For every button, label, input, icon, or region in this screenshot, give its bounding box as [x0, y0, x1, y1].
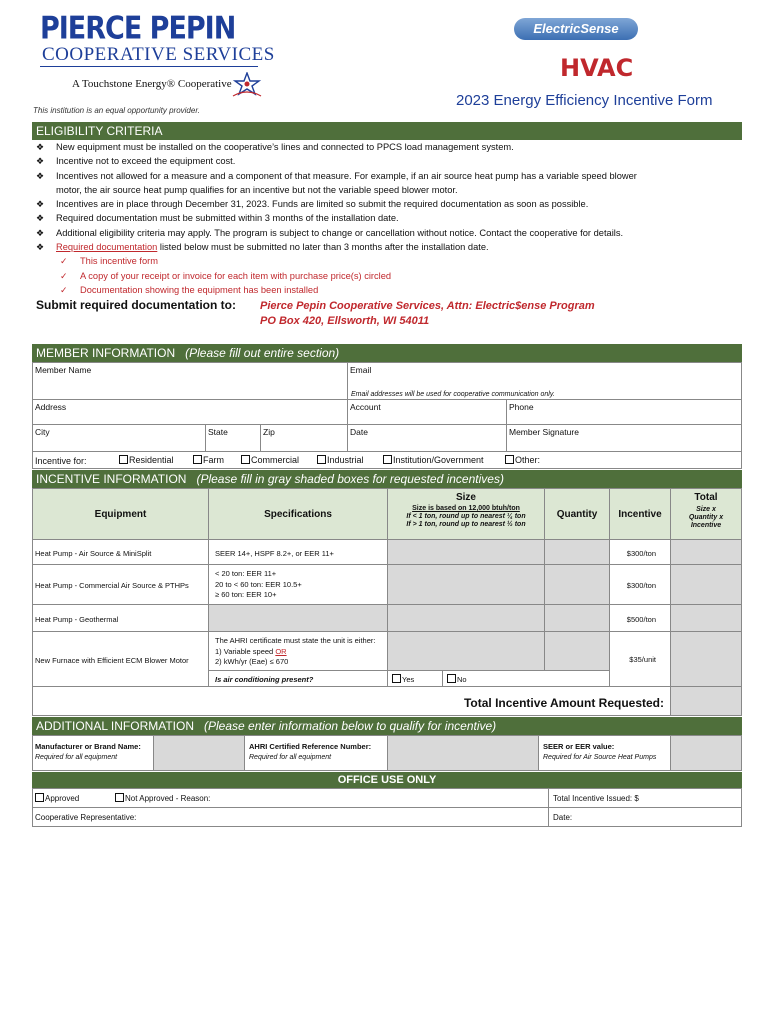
manufacturer-input[interactable]: [153, 735, 245, 771]
touchstone-tagline: A Touchstone Energy® Cooperative: [72, 78, 232, 90]
required-documentation-link[interactable]: Required documentation: [56, 242, 158, 253]
table-row-equipment: Heat Pump - Commercial Air Source & PTHPs: [32, 564, 209, 605]
table-row-incentive: $500/ton: [609, 604, 671, 632]
email-field[interactable]: Email Email addresses will be used for cooperative communication only.: [347, 362, 742, 400]
ac-no-checkbox[interactable]: No: [442, 670, 610, 687]
size-column-header: Size Size is based on 12,000 btuh/ton If < 1 ton, round up to nearest ¼ ton If > 1 ton, round up to nearest ½ ton: [387, 488, 545, 540]
date-field[interactable]: Date: [347, 424, 507, 452]
diamond-bullet-icon: ❖: [36, 142, 45, 152]
logo-divider: [40, 66, 258, 67]
list-item: ❖ Incentives are in place through December 31, 2023. Funds are limited so submit the required documentation as soon as possible.: [34, 197, 742, 211]
phone-field[interactable]: Phone: [506, 399, 742, 425]
total-requested-label: Total Incentive Amount Requested:: [32, 686, 671, 716]
seer-input[interactable]: [670, 735, 742, 771]
eligibility-title: ELIGIBILITY CRITERIA: [36, 124, 163, 138]
office-use-header: OFFICE USE ONLY: [32, 772, 742, 788]
check-icon: ✓: [60, 284, 68, 295]
list-item: ✓ Documentation showing the equipment has been installed: [34, 283, 742, 297]
city-field[interactable]: City: [32, 424, 206, 452]
geothermal-specs-input[interactable]: [208, 604, 388, 632]
air-source-size-input[interactable]: [387, 539, 545, 565]
cooperative-rep-field[interactable]: Cooperative Representative:: [32, 807, 549, 827]
additional-information-header: ADDITIONAL INFORMATION (Please enter information below to qualify for incentive): [32, 717, 742, 735]
member-signature-field[interactable]: Member Signature: [506, 424, 742, 452]
geothermal-size-input[interactable]: [387, 604, 545, 632]
air-source-total-input[interactable]: [670, 539, 742, 565]
residential-checkbox[interactable]: Residential: [119, 455, 174, 465]
list-item: ❖ Required documentation listed below must be submitted no later than 3 months after the installation date.: [34, 240, 742, 254]
state-field[interactable]: State: [205, 424, 261, 452]
diamond-bullet-icon: ❖: [36, 170, 45, 181]
ac-question: Is air conditioning present?: [208, 670, 388, 687]
table-row-equipment: Heat Pump - Geothermal: [32, 604, 209, 632]
manufacturer-label: Manufacturer or Brand Name: Required for all equipment: [32, 735, 154, 771]
total-issued-field[interactable]: Total Incentive Issued: $: [548, 788, 742, 808]
table-row-incentive: $300/ton: [609, 564, 671, 605]
member-name-field[interactable]: Member Name: [32, 362, 348, 400]
other-checkbox[interactable]: Other:: [505, 455, 540, 465]
equal-opportunity-note: This institution is an equal opportunity provider.: [33, 106, 200, 115]
furnace-quantity-input[interactable]: [544, 631, 610, 671]
list-item: ❖ New equipment must be installed on the cooperative’s lines and connected to PPCS load management system.: [34, 140, 742, 154]
table-row-specs: < 20 ton: EER 11+ 20 to < 60 ton: EER 10.5+ ≥ 60 ton: EER 10+: [208, 564, 388, 605]
farm-checkbox[interactable]: Farm: [193, 455, 224, 465]
ahri-label: AHRI Certified Reference Number: Required for all equipment: [244, 735, 388, 771]
diamond-bullet-icon: ❖: [36, 213, 45, 224]
approval-row: [32, 788, 549, 808]
geothermal-quantity-input[interactable]: [544, 604, 610, 632]
list-item: ❖ Additional eligibility criteria may apply. The program is subject to change or cancellation without notice. Contact the cooperative for details.: [34, 226, 742, 240]
incentive-column-header: Incentive: [609, 488, 671, 540]
table-row-equipment: New Furnace with Efficient ECM Blower Motor: [32, 631, 209, 687]
list-item: ✓ A copy of your receipt or invoice for each item with purchase price(s) circled: [34, 269, 742, 283]
touchstone-star-icon: [230, 72, 264, 98]
hvac-title: HVAC: [560, 54, 634, 82]
list-item: ✓ This incentive form: [34, 254, 742, 268]
incentive-information-header: INCENTIVE INFORMATION (Please fill in gray shaded boxes for requested incentives): [32, 470, 742, 488]
account-field[interactable]: Account: [347, 399, 507, 425]
furnace-size-input[interactable]: [387, 631, 545, 671]
specifications-column-header: Specifications: [208, 488, 388, 540]
approved-checkbox[interactable]: Approved: [35, 793, 79, 803]
industrial-checkbox[interactable]: Industrial: [317, 455, 364, 465]
table-row-incentive: $300/ton: [609, 539, 671, 565]
table-row-specs: SEER 14+, HSPF 8.2+, or EER 11+: [208, 539, 388, 565]
list-item: ❖ Incentive not to exceed the equipment cost.: [34, 154, 742, 168]
institution-government-checkbox[interactable]: Institution/Government: [383, 455, 484, 465]
furnace-total-input[interactable]: [670, 631, 742, 687]
submit-label: Submit required documentation to:: [36, 298, 236, 312]
eligibility-list: [34, 140, 742, 297]
submit-address: Pierce Pepin Cooperative Services, Attn: Electric$ense Program PO Box 420, Ellsworth, WI 54011: [260, 300, 595, 327]
total-column-header: Total Size x Quantity x Incentive: [670, 488, 742, 540]
not-approved-checkbox[interactable]: Not Approved - Reason:: [115, 793, 210, 803]
diamond-bullet-icon: ❖: [36, 156, 45, 167]
member-information-header: MEMBER INFORMATION (Please fill out entire section): [32, 344, 742, 362]
list-item: ❖ Required documentation must be submitted within 3 months of the installation date.: [34, 211, 742, 225]
check-icon: ✓: [60, 256, 68, 267]
electricsense-logo: ElectricSense: [514, 18, 638, 40]
list-item: motor, the air source heat pump qualifies for an incentive but not the variable speed blower motor.: [56, 184, 458, 195]
geothermal-total-input[interactable]: [670, 604, 742, 632]
commercial-size-input[interactable]: [387, 564, 545, 605]
total-requested-input[interactable]: [670, 686, 742, 716]
cooperative-logo: PIERCE PEPIN: [40, 10, 236, 47]
commercial-total-input[interactable]: [670, 564, 742, 605]
table-row-specs: The AHRI certificate must state the unit is either: 1) Variable speed OR 2) kWh/yr (Eae) ≤ 670: [208, 631, 388, 671]
zip-field[interactable]: Zip: [260, 424, 348, 452]
equipment-column-header: Equipment: [32, 488, 209, 540]
diamond-bullet-icon: ❖: [36, 242, 45, 253]
commercial-quantity-input[interactable]: [544, 564, 610, 605]
diamond-bullet-icon: ❖: [36, 227, 45, 238]
table-row-incentive: $35/unit: [609, 631, 671, 687]
air-source-quantity-input[interactable]: [544, 539, 610, 565]
ahri-input[interactable]: [387, 735, 539, 771]
cooperative-logo-subtitle: COOPERATIVE SERVICES: [42, 44, 275, 65]
check-icon: ✓: [60, 270, 68, 281]
table-row-equipment: Heat Pump - Air Source & MiniSplit: [32, 539, 209, 565]
diamond-bullet-icon: ❖: [36, 199, 45, 210]
list-item: ❖ Incentives not allowed for a measure and a component of that measure. For example, if an air source heat pump has a variable speed blower: [34, 169, 742, 183]
quantity-column-header: Quantity: [544, 488, 610, 540]
seer-label: SEER or EER value: Required for Air Source Heat Pumps: [538, 735, 671, 771]
eligibility-header: [32, 122, 742, 140]
commercial-checkbox[interactable]: Commercial: [241, 455, 299, 465]
address-field[interactable]: Address: [32, 399, 348, 425]
form-title: 2023 Energy Efficiency Incentive Form: [456, 92, 713, 109]
office-date-field[interactable]: Date:: [548, 807, 742, 827]
incentive-for-row: Incentive for: Residential Farm Commercial Industrial Institution/Government Other:: [32, 451, 742, 469]
ac-yes-checkbox[interactable]: Yes: [387, 670, 443, 687]
